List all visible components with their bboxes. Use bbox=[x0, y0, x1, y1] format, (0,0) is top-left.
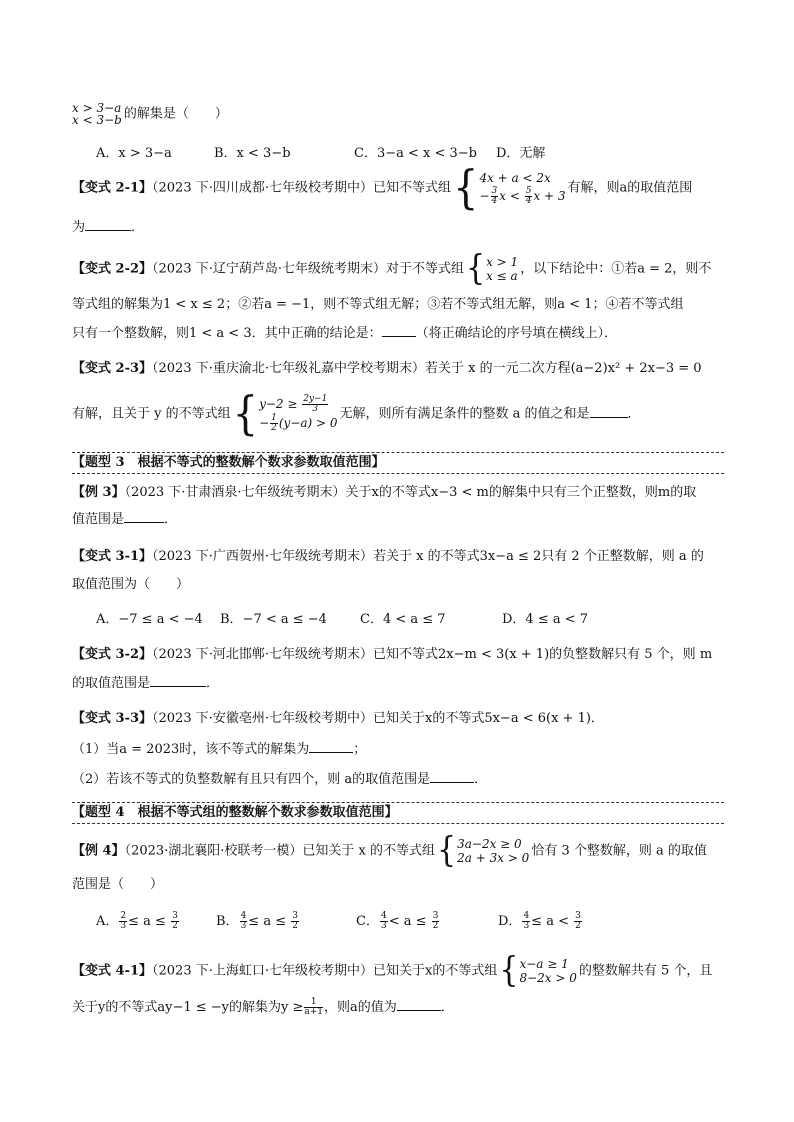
question-text: 有解，且关于 y 的不等式组 bbox=[72, 406, 231, 422]
variant-2-2-line3 bbox=[72, 322, 732, 345]
answer-blank[interactable] bbox=[85, 216, 131, 231]
example-4 bbox=[72, 830, 732, 871]
brace-icon: { bbox=[232, 387, 259, 441]
system-line-1: 3a−2x ≥ 0 bbox=[457, 837, 522, 851]
variant-2-3-line2 bbox=[72, 387, 732, 441]
question-tag: 【变式 3-2】 bbox=[72, 647, 153, 662]
question-source: （2023 下·安徽亳州·七年级校考期中）已知关于x的不等式5x−a < 6(x + 1)． bbox=[152, 711, 604, 726]
punctuation: ． bbox=[627, 406, 641, 422]
question-text: 值范围是 bbox=[72, 512, 125, 527]
question-tag: 【变式 3-3】 bbox=[72, 711, 153, 726]
variant-3-1-options bbox=[96, 610, 736, 630]
question-text: 为 bbox=[72, 220, 86, 235]
question-text: 的取值范围是 bbox=[72, 676, 151, 691]
question-text: （将正确结论的序号填在横线上）． bbox=[415, 326, 618, 341]
answer-blank[interactable] bbox=[150, 672, 206, 687]
question-source: （2023 下·广西贺州·七年级统考期末）若关于 x 的不等式3x−a ≤ 2只有 2 个正整数解，则 a 的 bbox=[152, 549, 704, 564]
question-tag: 【变式 2-3】 bbox=[72, 361, 153, 376]
variant-3-2-line2 bbox=[72, 672, 732, 695]
option-a[interactable]: A．−7 ≤ a < −4 bbox=[96, 612, 203, 627]
punctuation: ． bbox=[164, 512, 178, 527]
system-line-1: x > 3−a bbox=[72, 101, 122, 115]
variant-3-1 bbox=[72, 546, 732, 568]
option-b[interactable]: B．−7 < a ≤ −4 bbox=[220, 612, 327, 627]
question-text: ，则a的值为 bbox=[324, 1000, 397, 1015]
system-line-2: x < 3−b bbox=[72, 113, 122, 127]
variant-2-1 bbox=[72, 161, 732, 215]
section-header-4: 【题型 4 根据不等式组的整数解个数求参数取值范围】 bbox=[72, 802, 724, 824]
punctuation: ． bbox=[474, 772, 488, 787]
section-header-3: 【题型 3 根据不等式的整数解个数求参数取值范围】 bbox=[72, 452, 724, 474]
question-text: 的整数解共有 5 个，且 bbox=[578, 963, 713, 979]
option-c[interactable]: C． $\frac{4}{3}$ < a ≤ $\frac{3}{2}$ bbox=[356, 911, 439, 931]
question-source: （2023 下·甘肃酒泉·七年级统考期末）关于x的不等式x−3 < m的解集中只有三个正整数，则m的取 bbox=[124, 485, 697, 500]
question-tag: 【变式 2-1】 bbox=[72, 180, 153, 196]
question-top-options bbox=[96, 144, 736, 164]
question-text: 的解集是（ ） bbox=[123, 106, 228, 122]
option-a[interactable]: A．x > 3−a bbox=[96, 146, 172, 161]
answer-blank[interactable] bbox=[309, 738, 353, 753]
punctuation: ． bbox=[131, 220, 145, 235]
option-c[interactable]: C．4 < a ≤ 7 bbox=[360, 612, 446, 627]
brace-icon: { bbox=[453, 161, 479, 215]
variant-3-3-sub1 bbox=[72, 738, 732, 761]
punctuation: ； bbox=[353, 742, 367, 757]
variant-3-1-line2 bbox=[72, 574, 732, 596]
question-text: 无解，则所有满足条件的整数 a 的值之和是 bbox=[339, 406, 590, 422]
option-d[interactable]: D．4 ≤ a < 7 bbox=[502, 612, 589, 627]
question-source: （2023 下·四川成都·七年级校考期中）已知不等式组 bbox=[152, 180, 451, 196]
question-tag: 【变式 2-2】 bbox=[72, 261, 153, 277]
question-source: （2023 下·辽宁葫芦岛·七年级统考期末）对于不等式组 bbox=[152, 261, 464, 277]
variant-2-2-line2 bbox=[72, 294, 732, 316]
brace-icon: { bbox=[466, 248, 486, 289]
answer-blank[interactable] bbox=[397, 996, 441, 1011]
variant-2-3 bbox=[72, 358, 732, 380]
system-line-1: 4x + a < 2x bbox=[479, 171, 551, 185]
answer-blank[interactable] bbox=[382, 322, 416, 337]
question-text: 有解，则a的取值范围 bbox=[567, 180, 693, 196]
option-d[interactable]: D．无解 bbox=[496, 146, 546, 161]
example-4-line2 bbox=[72, 874, 732, 896]
question-text: 范围是（ ） bbox=[72, 877, 164, 892]
brace-icon: { bbox=[499, 950, 519, 991]
option-b[interactable]: B． $\frac{4}{3}$ ≤ a ≤ $\frac{3}{2}$ bbox=[216, 911, 298, 931]
question-source: （2023 下·上海虹口·七年级校考期中）已知关于x的不等式组 bbox=[152, 963, 498, 979]
question-tag: 【变式 4-1】 bbox=[72, 963, 153, 979]
example-4-options bbox=[96, 912, 736, 932]
variant-3-3-sub2 bbox=[72, 768, 732, 791]
question-text: 关于y的不等式ay−1 ≤ −y的解集为y ≥ bbox=[72, 1000, 304, 1015]
system-line-1: x−a ≥ 1 bbox=[519, 957, 569, 971]
variant-4-1-line2: 关于y的不等式ay−1 ≤ −y的解集为y ≥ $\frac{1}{a+1}$ ，则a的值为 ． bbox=[72, 997, 454, 1017]
question-text: 只有一个整数解，则1 < a < 3．其中正确的结论是： bbox=[72, 326, 382, 341]
option-c[interactable]: C．3−a < x < 3−b bbox=[354, 146, 477, 161]
question-tag: 【例 3】 bbox=[72, 485, 125, 500]
example-3 bbox=[72, 482, 732, 504]
punctuation: ． bbox=[440, 1000, 454, 1015]
question-text: （2）若该不等式的负整数解有且只有四个，则 a的取值范围是 bbox=[72, 772, 431, 787]
question-tag: 【变式 3-1】 bbox=[72, 549, 153, 564]
system-line-2: x ≤ a bbox=[486, 269, 518, 283]
option-b[interactable]: B．x < 3−b bbox=[214, 146, 291, 161]
system-line-1: y−2 ≥ $\frac{2y-1}{3}$ bbox=[259, 394, 328, 414]
system-line-2: 2a + 3x > 0 bbox=[457, 851, 530, 865]
option-d[interactable]: D． $\frac{4}{3}$ ≤ a < $\frac{3}{2}$ bbox=[498, 911, 581, 931]
system-line-1: x > 1 bbox=[486, 255, 519, 269]
punctuation: ． bbox=[206, 676, 220, 691]
question-text: 取值范围为（ ） bbox=[72, 577, 190, 592]
question-source: （2023·湖北襄阳·校联考一模）已知关于 x 的不等式组 bbox=[124, 843, 436, 859]
question-tag: 【例 4】 bbox=[72, 843, 125, 859]
option-a[interactable]: A． $\frac{2}{3}$ ≤ a ≤ $\frac{3}{2}$ bbox=[96, 911, 178, 931]
question-text: ，以下结论中：①若a = 2，则不 bbox=[520, 261, 712, 277]
answer-blank[interactable] bbox=[590, 403, 628, 418]
question-text: 恰有 3 个整数解，则 a 的取值 bbox=[531, 843, 707, 859]
question-source: （2023 下·河北邯郸·七年级统考期末）已知不等式2x−m < 3(x + 1)的负整数解只有 5 个，则 m bbox=[152, 647, 713, 662]
brace-icon: { bbox=[437, 830, 457, 871]
question-text: （1）当a = 2023时，该不等式的解集为 bbox=[72, 742, 310, 757]
variant-2-2 bbox=[72, 248, 732, 289]
example-3-line2 bbox=[72, 508, 732, 531]
variant-4-1 bbox=[72, 950, 732, 991]
question-source: （2023 下·重庆渝北·七年级礼嘉中学校考期末）若关于 x 的一元二次方程(a−2)x² + 2x−3 = 0 bbox=[152, 361, 702, 376]
question-top bbox=[72, 102, 732, 126]
variant-3-3 bbox=[72, 708, 732, 730]
system-line-2: 8−2x > 0 bbox=[519, 971, 577, 985]
variant-2-1-line2 bbox=[72, 216, 732, 239]
system-line-2: − $\frac{3}{4}$ x < $\frac{5}{4}$ x + 3 bbox=[479, 186, 566, 206]
question-text: 等式组的解集为1 < x ≤ 2；②若a = −1，则不等式组无解；③若不等式组无解，则a < 1；④若不等式组 bbox=[72, 297, 684, 312]
variant-3-2 bbox=[72, 644, 732, 666]
system-line-2: − $\frac{1}{2}$ (y−a) > 0 bbox=[259, 413, 338, 433]
answer-blank[interactable] bbox=[430, 768, 474, 783]
answer-blank[interactable] bbox=[124, 508, 164, 523]
